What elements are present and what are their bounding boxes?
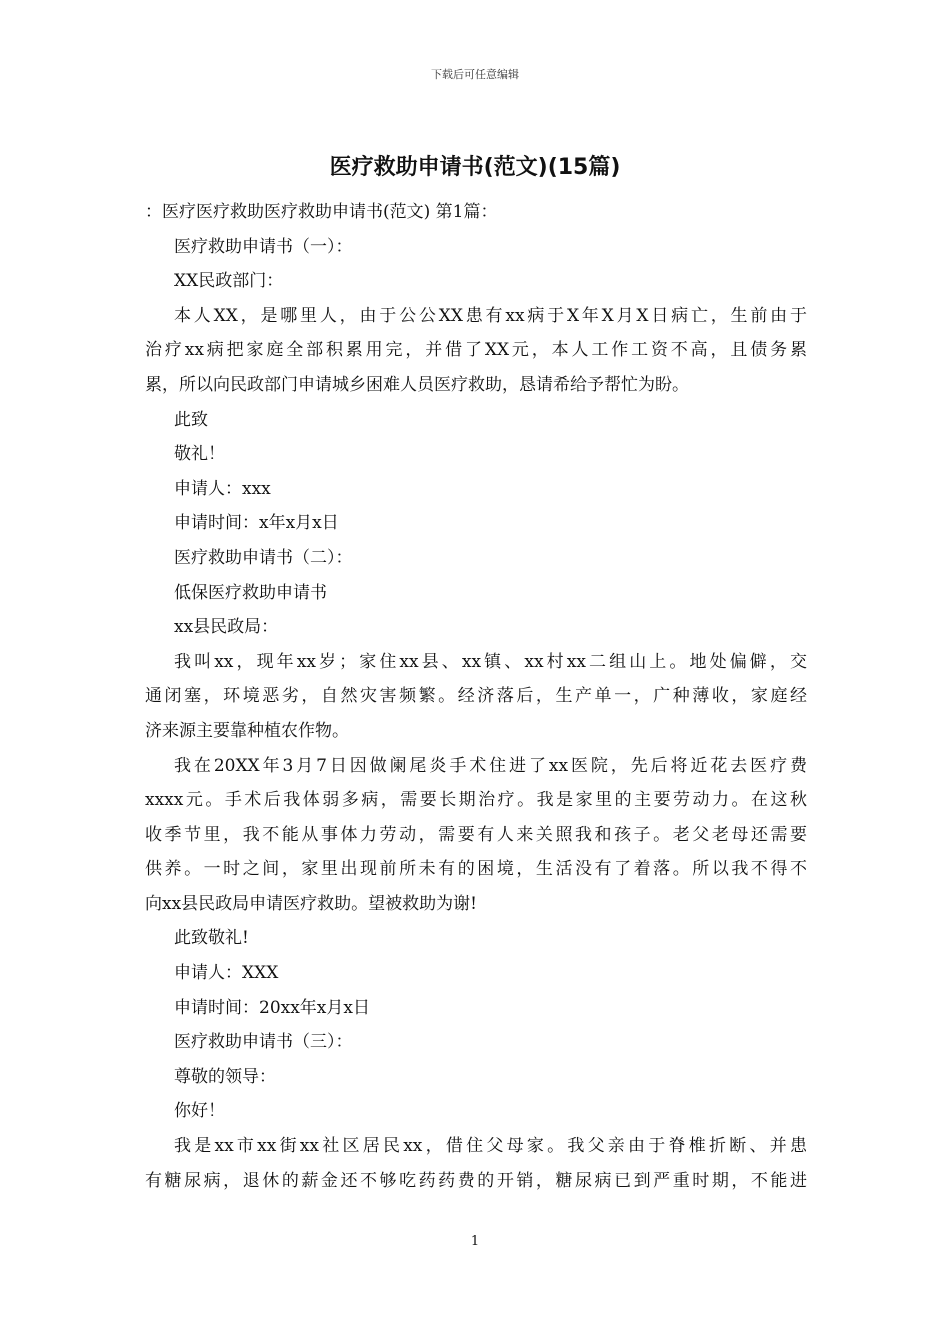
text-line: 申请时间：x年x月x日: [174, 513, 339, 534]
text-line: 医疗救助申请书（二）：: [174, 547, 353, 568]
text-line: ：医疗医疗救助医疗救助申请书(范文) 第1篇：: [145, 202, 498, 222]
header-note: 下载后可任意编辑: [431, 68, 519, 81]
document-body: [145, 195, 807, 1198]
text-line: 向xx县民政局申请医疗救助。望被救助为谢!: [145, 893, 478, 914]
page-number: 1: [470, 1234, 480, 1249]
text-line: XX民政部门：: [174, 271, 284, 292]
text-line: 医疗救助申请书（一）：: [174, 236, 353, 257]
text-line: 尊敬的领导：: [174, 1066, 276, 1087]
text-line: 累，所以向民政部门申请城乡困难人员医疗救助，恳请希给予帮忙为盼。: [145, 374, 689, 395]
text-line: 敬礼！: [174, 444, 225, 465]
text-line: 此致敬礼!: [174, 928, 249, 949]
text-line: 供养。一时之间，家里出现前所未有的困境，生活没有了着落。所以我不得不: [145, 859, 807, 880]
text-line: 本人XX，是哪里人，由于公公XX患有xx病于X年X月X日病亡，生前由于: [174, 305, 807, 326]
text-line: 收季节里，我不能从事体力劳动，需要有人来关照我和孩子。老父老母还需要: [145, 824, 807, 845]
text-line: 我是xx市xx街xx社区居民xx，借住父母家。我父亲由于脊椎折断、并患: [174, 1136, 807, 1157]
text-line: 我在20XX年3月7日因做阑尾炎手术住进了xx医院，先后将近花去医疗费: [174, 755, 807, 776]
text-line: 我叫xx，现年xx岁；家住xx县、xx镇、xx村xx二组山上。地处偏僻，交: [174, 651, 807, 672]
text-line: xx县民政局：: [174, 617, 279, 638]
text-line: 济来源主要靠种植农作物。: [145, 720, 349, 741]
text-line: xxxx元。手术后我体弱多病，需要长期治疗。我是家里的主要劳动力。在这秋: [145, 790, 807, 811]
text-line: 医疗救助申请书（三）：: [174, 1032, 353, 1053]
text-line: 低保医疗救助申请书: [174, 582, 327, 603]
text-line: 治疗xx病把家庭全部积累用完，并借了XX元，本人工作工资不高，且债务累: [145, 340, 807, 361]
document-title: 医疗救助申请书(范文)(15篇): [329, 155, 621, 180]
text-line: 有糖尿病，退休的薪金还不够吃药药费的开销，糖尿病已到严重时期，不能进: [145, 1170, 807, 1191]
text-line: 申请时间：20xx年x月x日: [174, 997, 370, 1018]
text-line: 通闭塞，环境恶劣，自然灾害频繁。经济落后，生产单一，广种薄收，家庭经: [145, 686, 807, 707]
text-line: 你好！: [174, 1101, 225, 1122]
text-line: 申请人：xxx: [174, 478, 271, 499]
text-line: 此致: [174, 409, 208, 430]
text-line: 申请人：XXX: [174, 963, 279, 984]
